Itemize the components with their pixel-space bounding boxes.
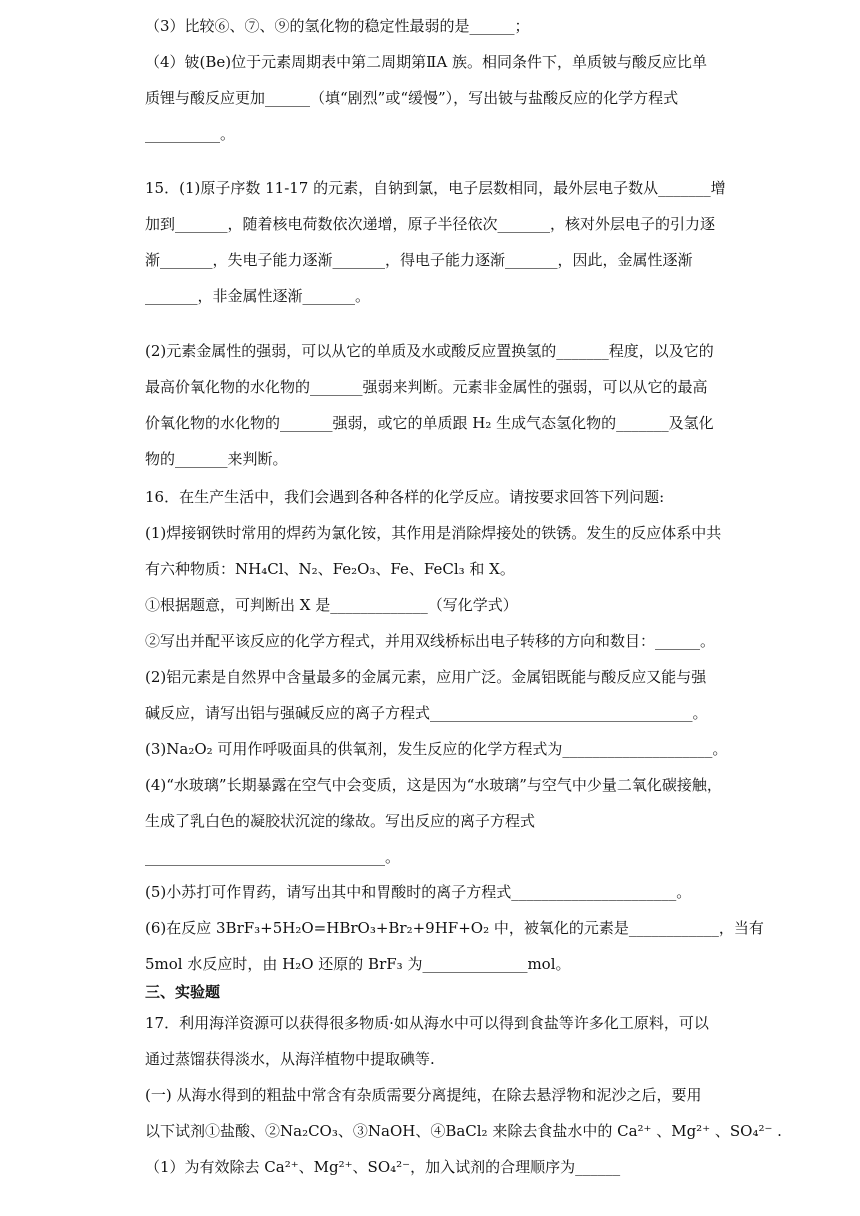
text-line-q16-1: (1)焊接钢铁时常用的焊药为氯化铵，其作用是消除焊接处的铁锈。发生的反应体系中共 xyxy=(145,524,722,542)
text-line-q16-5: (5)小苏打可作胃药，请写出其中和胃酸时的离子方程式______________________。 xyxy=(145,883,692,901)
text-line-q16-1b: 有六种物质：NH₄Cl、N₂、Fe₂O₃、Fe、FeCl₃ 和 X。 xyxy=(145,560,515,578)
text-line-q16-3: (3)Na₂O₂ 可用作呼吸面具的供氧剂，发生反应的化学方程式为____________________。 xyxy=(145,740,728,758)
text-line-q15-2: (2)元素金属性的强弱，可以从它的单质及水或酸反应置换氢的_______程度，以及它的 xyxy=(145,342,714,360)
text-line-q16-4: (4)“水玻璃”长期暴露在空气中会变质，这是因为“水玻璃”与空气中少量二氧化碳接触， xyxy=(145,776,722,794)
text-line-q16-6: (6)在反应 3BrF₃+5H₂O=HBrO₃+Br₂+9HF+O₂ 中，被氧化的元素是____________，当有 xyxy=(145,919,764,937)
section-heading-experiment: 三、实验题 xyxy=(145,983,221,1001)
text-line-q16-1c: ①根据题意，可判断出 X 是_____________（写化学式） xyxy=(145,596,518,614)
text-line-q16-2b: 碱反应，请写出铝与强碱反应的离子方程式___________________________________。 xyxy=(145,704,708,722)
text-line-q15-d: _______，非金属性逐渐_______。 xyxy=(145,287,371,305)
text-line-q15-2b: 最高价氧化物的水化物的_______强弱来判断。元素非金属性的强弱，可以从它的最高 xyxy=(145,378,708,396)
text-line-q15: 15．(1)原子序数 11-17 的元素，自钠到氯，电子层数相同，最外层电子数从_______增 xyxy=(145,179,726,197)
text-line-q4-b: 质锂与酸反应更加______（填“剧烈”或“缓慢”），写出铍与盐酸反应的化学方程式 xyxy=(145,89,679,107)
text-line-q17-1b: 以下试剂①盐酸、②Na₂CO₃、③NaOH、④BaCl₂ 来除去食盐水中的 Ca²⁺ 、Mg²⁺ 、SO₄²⁻ . xyxy=(145,1122,782,1140)
text-line-q17: 17．利用海洋资源可以获得很多物质·如从海水中可以得到食盐等许多化工原料，可以 xyxy=(145,1014,709,1032)
text-line-q15-b: 加到_______，随着核电荷数依次递增，原子半径依次_______，核对外层电子的引力逐 xyxy=(145,215,716,233)
text-line-q3: （3）比较⑥、⑦、⑨的氢化物的稳定性最弱的是______； xyxy=(145,17,530,35)
text-line-q15-2d: 物的_______来判断。 xyxy=(145,450,288,468)
text-line-q4-c: __________。 xyxy=(145,125,236,143)
text-line-q16-2: (2)铝元素是自然界中含量最多的金属元素，应用广泛。金属铝既能与酸反应又能与强 xyxy=(145,668,707,686)
text-line-q17-b: 通过蒸馏获得淡水，从海洋植物中提取碘等. xyxy=(145,1050,435,1068)
text-line-q17-1c: （1）为有效除去 Ca²⁺、Mg²⁺、SO₄²⁻，加入试剂的合理顺序为______ xyxy=(145,1158,621,1176)
text-line-q15-c: 渐_______，失电子能力逐渐_______，得电子能力逐渐_______，因此，金属性逐渐 xyxy=(145,251,693,269)
text-line-q15-2c: 价氧化物的水化物的_______强弱，或它的单质跟 H₂ 生成气态氢化物的_______及氢化 xyxy=(145,414,714,432)
text-line-q16: 16．在生产生活中，我们会遇到各种各样的化学反应。请按要求回答下列问题: xyxy=(145,488,665,506)
text-line-q16-4b: 生成了乳白色的凝胶状沉淀的缘故。写出反应的离子方程式 xyxy=(145,812,536,830)
text-line-q16-6b: 5mol 水反应时，由 H₂O 还原的 BrF₃ 为______________mol。 xyxy=(145,955,571,973)
text-line-q17-1: (一) 从海水得到的粗盐中常含有杂质需要分离提纯，在除去悬浮物和泥沙之后，要用 xyxy=(145,1086,702,1104)
text-line-q16-1d: ②写出并配平该反应的化学方程式，并用双线桥标出电子转移的方向和数目：______。 xyxy=(145,632,716,650)
text-line-q16-4c: ________________________________。 xyxy=(145,848,401,866)
text-line-q4: （4）铍(Be)位于元素周期表中第二周期第ⅡA 族。相同条件下，单质铍与酸反应比单 xyxy=(145,53,707,71)
